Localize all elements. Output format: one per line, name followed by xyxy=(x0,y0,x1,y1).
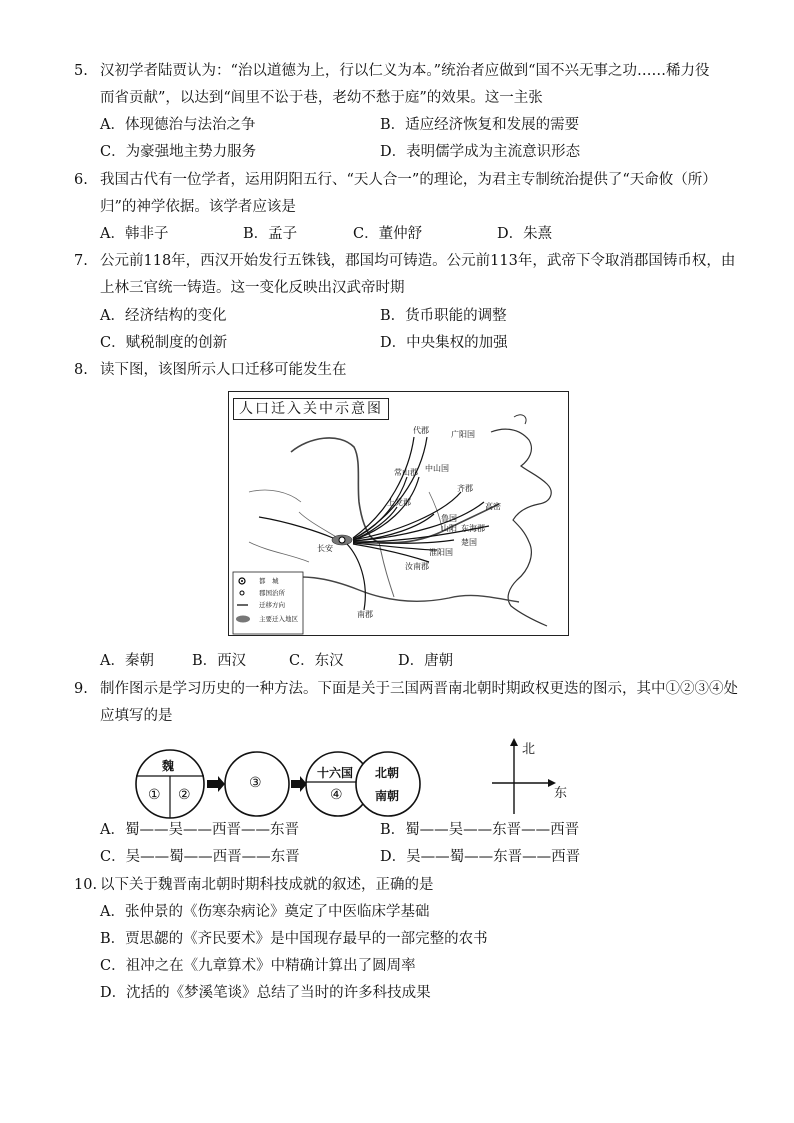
question-6-option-b: B．孟子 xyxy=(243,226,298,242)
legend-seat: 郡国治所 xyxy=(259,589,285,597)
question-5-stem-line1: 汉初学者陆贾认为：“治以道德为上，行以仁义为本。”统治者应做到“国不兴无事之功……稀力役 xyxy=(100,63,710,79)
map-title: 人口迁入关中示意图 xyxy=(233,398,389,420)
question-8-number: 8. xyxy=(74,362,88,378)
question-5-stem-line2: 而省贡献”，以达到“闾里不讼于巷，老幼不愁于庭”的效果。这一主张 xyxy=(100,90,543,106)
question-7-option-c: C．赋税制度的创新 xyxy=(100,335,228,351)
map-label-daijun: 代郡 xyxy=(413,426,429,435)
regime-diagram-shapes xyxy=(134,745,434,823)
question-10-number: 10. xyxy=(74,877,98,893)
map-label-huaiyang: 淮阳国 xyxy=(429,548,453,557)
map-label-guangyang: 广阳国 xyxy=(451,430,475,439)
map-label-nanjun: 南郡 xyxy=(357,610,373,619)
question-6-option-d: D．朱熹 xyxy=(497,226,553,242)
circle-sixteen-kingdoms: 十六国 xyxy=(317,766,354,780)
map-label-changan: 长安 xyxy=(317,544,333,553)
map-label-gaomi: 高密 xyxy=(485,502,501,511)
question-9-option-c: C．吴——蜀——西晋——东晋 xyxy=(100,849,300,865)
question-7-option-a: A．经济结构的变化 xyxy=(100,308,227,324)
question-6-number: 6. xyxy=(74,172,88,188)
map-label-zhongshan: 中山国 xyxy=(425,464,449,473)
question-8-option-c: C．东汉 xyxy=(289,653,344,669)
map-label-changshan: 常山郡 xyxy=(394,468,418,477)
question-8-option-d: D．唐朝 xyxy=(398,653,454,669)
question-7-option-b: B．货币职能的调整 xyxy=(380,308,507,324)
question-6-stem-line1: 我国古代有一位学者，运用阴阳五行、“天人合一”的理论，为君主专制统治提供了“天命攸（所） xyxy=(100,172,717,188)
question-9-number: 9. xyxy=(74,681,88,697)
question-9-option-d: D．吴——蜀——东晋——西晋 xyxy=(380,849,581,865)
question-10-option-a: A．张仲景的《伤寒杂病论》奠定了中医临床学基础 xyxy=(100,904,430,920)
question-9-option-b: B．蜀——吴——东晋——西晋 xyxy=(380,822,580,838)
legend-capital: 都 城 xyxy=(259,577,279,585)
compass-east-label: 东 xyxy=(554,786,568,801)
map-label-runan: 汝南郡 xyxy=(405,562,429,571)
question-7-stem-line1: 公元前118年，西汉开始发行五铢钱，郡国均可铸造。公元前113年，武帝下令取消郡国铸币权，由 xyxy=(100,253,736,269)
question-10-stem-line1: 以下关于魏晋南北朝时期科技成就的叙述，正确的是 xyxy=(100,877,434,893)
question-5-option-a: A．体现德治与法治之争 xyxy=(100,117,256,133)
legend-direction: 迁移方向 xyxy=(259,601,285,609)
question-9-option-a: A．蜀——吴——西晋——东晋 xyxy=(100,822,299,838)
circle-northern-dynasties: 北朝 xyxy=(375,766,400,780)
compass-north-label: 北 xyxy=(522,742,536,757)
question-5-option-b: B．适应经济恢复和发展的需要 xyxy=(380,117,580,133)
compass xyxy=(492,738,572,818)
question-10-option-c: C．祖冲之在《九章算术》中精确计算出了圆周率 xyxy=(100,958,416,974)
question-5-option-d: D．表明儒学成为主流意识形态 xyxy=(380,144,581,160)
question-5-number: 5. xyxy=(74,63,88,79)
regime-diagram xyxy=(134,745,434,823)
question-10-option-b: B．贾思勰的《齐民要术》是中国现存最早的一部完整的农书 xyxy=(100,931,488,947)
question-8-option-a: A．秦朝 xyxy=(100,653,154,669)
map-drawing xyxy=(229,392,569,636)
map-label-qijun: 齐郡 xyxy=(457,484,473,493)
question-8-option-b: B．西汉 xyxy=(192,653,247,669)
question-10-option-d: D．沈括的《梦溪笔谈》总结了当时的许多科技成果 xyxy=(100,985,431,1001)
map-label-shanyang: 山阳 xyxy=(441,524,457,533)
circle-blank-4: ④ xyxy=(330,787,343,803)
question-9-stem-line1: 制作图示是学习历史的一种方法。下面是关于三国两晋南北朝时期政权更迭的图示，其中①②③④处 xyxy=(100,681,738,697)
circle-blank-1: ① xyxy=(148,787,161,803)
map-label-chuguo: 楚国 xyxy=(461,538,477,547)
map-label-shangdang: 上党郡 xyxy=(387,498,411,507)
question-6-option-c: C．董仲舒 xyxy=(353,226,423,242)
question-9-stem-line2: 应填写的是 xyxy=(100,708,173,724)
question-7-number: 7. xyxy=(74,253,88,269)
map-label-donghai: 东海郡 xyxy=(461,524,485,533)
map-label-luguo: 鲁国 xyxy=(441,514,457,523)
question-6-stem-line2: 归”的神学依据。该学者应该是 xyxy=(100,199,296,215)
migration-map xyxy=(228,391,569,636)
question-5-option-c: C．为豪强地主势力服务 xyxy=(100,144,257,160)
circle-blank-3: ③ xyxy=(249,775,262,791)
question-6-option-a: A．韩非子 xyxy=(100,226,169,242)
question-7-option-d: D．中央集权的加强 xyxy=(380,335,508,351)
circle-wei: 魏 xyxy=(162,759,175,773)
circle-blank-2: ② xyxy=(178,787,191,803)
question-8-stem-line1: 读下图，该图所示人口迁移可能发生在 xyxy=(100,362,347,378)
legend-region: 主要迁入地区 xyxy=(259,615,298,623)
circle-southern-dynasties: 南朝 xyxy=(375,789,400,803)
question-7-stem-line2: 上林三官统一铸造。这一变化反映出汉武帝时期 xyxy=(100,280,405,296)
